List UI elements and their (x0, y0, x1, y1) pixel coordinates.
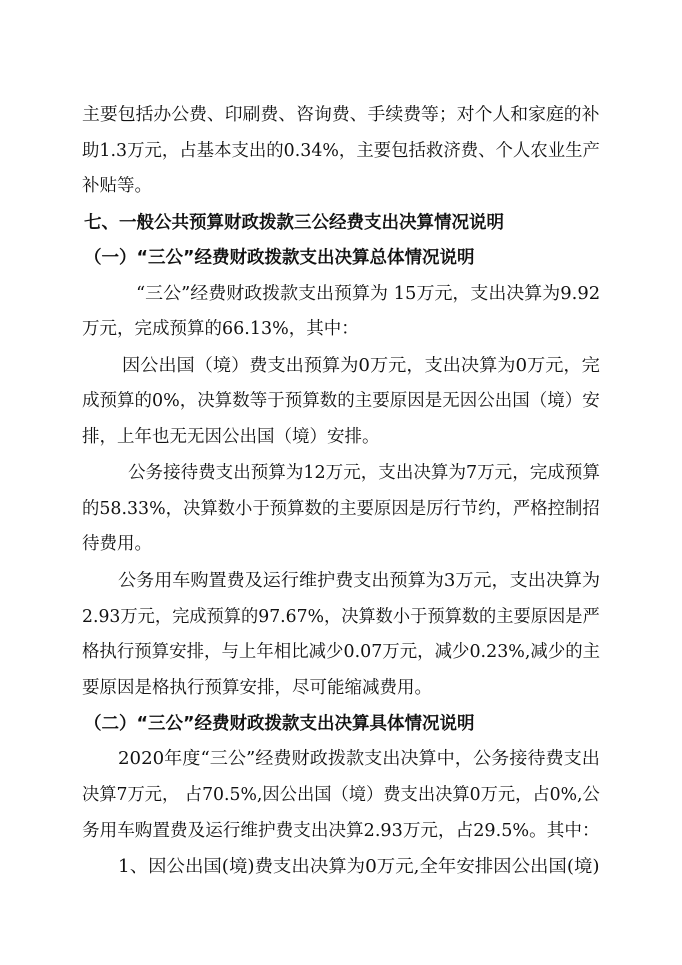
body-text-line: 1、因公出国(境)费支出决算为0万元,全年安排因公出国(境) (118, 857, 600, 877)
body-text-line: 务用车购置费及运行维护费支出决算2.93万元，占29.5%。其中： (82, 821, 600, 841)
body-text-line: 要原因是格执行预算安排，尽可能缩减费用。 (82, 678, 432, 698)
section-heading: 七、一般公共预算财政拨款三公经费支出决算情况说明 (84, 213, 504, 233)
body-text-line: “三公”经费财政拨款支出预算为 15万元，支出决算为9.92 (136, 284, 601, 304)
body-text-line: 公务用车购置费及运行维护费支出预算为3万元，支出决算为 (118, 571, 601, 591)
body-text-line: 主要包括办公费、印刷费、咨询费、手续费等；对个人和家庭的补 (82, 105, 600, 125)
body-text-line: 格执行预算安排，与上年相比减少0.07万元，减少0.23%,减少的主 (82, 642, 601, 662)
body-text-line: 2020年度“三公”经费财政拨款支出决算中，公务接待费支出 (118, 749, 600, 769)
body-text-line: 万元，完成预算的66.13%，其中： (82, 319, 359, 339)
body-text-line: 助1.3万元，占基本支出的0.34%，主要包括救济费、个人农业生产 (82, 141, 600, 161)
body-text-line: 公务接待费支出预算为12万元，支出决算为7万元，完成预算 (128, 463, 600, 483)
body-text-line: 的58.33%，决算数小于预算数的主要原因是厉行节约，严格控制招 (82, 499, 600, 519)
body-text-line: 2.93万元，完成预算的97.67%，决算数小于预算数的主要原因是严 (82, 607, 600, 627)
subsection-heading: （一）“三公”经费财政拨款支出决算总体情况说明 (84, 248, 475, 268)
body-text-line: 因公出国（境）费支出预算为0万元，支出决算为0万元，完 (122, 356, 600, 376)
body-text-line: 决算7万元， 占70.5%,因公出国（境）费支出决算0万元，占0%,公 (82, 785, 600, 805)
body-text-line: 排，上年也无无因公出国（境）安排。 (82, 427, 380, 447)
body-text-line: 补贴等。 (82, 176, 152, 196)
body-text-line: 成预算的0%，决算数等于预算数的主要原因是无因公出国（境）安 (82, 391, 600, 411)
body-text-line: 待费用。 (82, 534, 152, 554)
subsection-heading: （二）“三公”经费财政拨款支出决算具体情况说明 (84, 714, 475, 734)
